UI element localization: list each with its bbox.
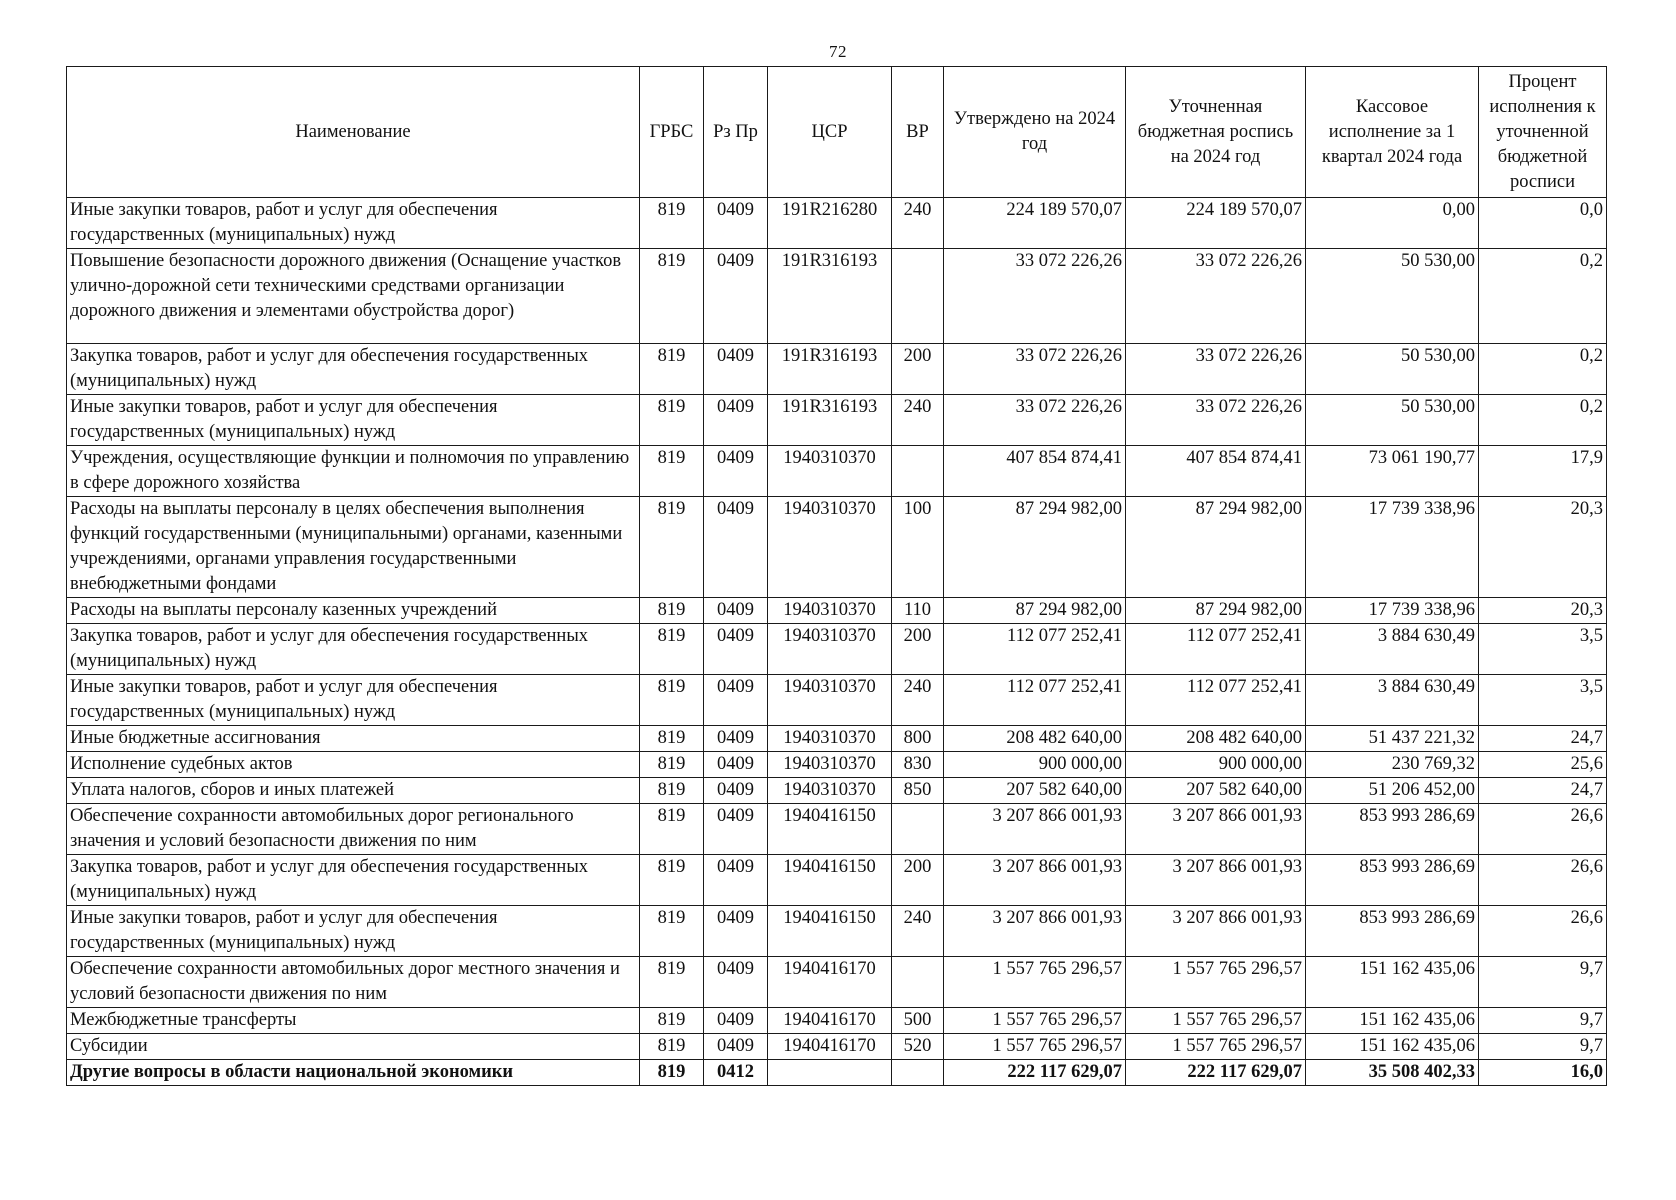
table-row: [67, 395, 1607, 446]
cell-percent: 9,7: [1479, 1034, 1607, 1060]
cell-vr: 240: [892, 675, 944, 726]
cell-vr: 800: [892, 726, 944, 752]
table-row: [67, 1060, 1607, 1086]
cell-csr: 1940310370: [768, 624, 892, 675]
cell-approved: 207 582 640,00: [944, 778, 1126, 804]
cell-rzpr: 0409: [704, 624, 768, 675]
cell-cash: 853 993 286,69: [1306, 906, 1479, 957]
header-percent: Процент исполнения к уточненной бюджетной росписи: [1479, 67, 1607, 198]
cell-csr: 191R316193: [768, 249, 892, 344]
cell-percent: 25,6: [1479, 752, 1607, 778]
cell-cash: 3 884 630,49: [1306, 675, 1479, 726]
cell-vr: 200: [892, 624, 944, 675]
cell-vr: 200: [892, 855, 944, 906]
cell-csr: 1940310370: [768, 675, 892, 726]
table-row: [67, 855, 1607, 906]
cell-percent: 26,6: [1479, 855, 1607, 906]
cell-csr: 1940310370: [768, 497, 892, 598]
cell-vr: 830: [892, 752, 944, 778]
cell-cash: 50 530,00: [1306, 344, 1479, 395]
cell-csr: 191R316193: [768, 395, 892, 446]
cell-grbs: 819: [640, 624, 704, 675]
table-row: [67, 198, 1607, 249]
cell-grbs: 819: [640, 726, 704, 752]
table-row: [67, 675, 1607, 726]
cell-percent: 24,7: [1479, 778, 1607, 804]
cell-refined: 222 117 629,07: [1126, 1060, 1306, 1086]
cell-percent: 3,5: [1479, 675, 1607, 726]
cell-name: Закупка товаров, работ и услуг для обеспечения государственных (муниципальных) нужд: [67, 624, 640, 675]
cell-approved: 1 557 765 296,57: [944, 1008, 1126, 1034]
cell-name: Закупка товаров, работ и услуг для обеспечения государственных (муниципальных) нужд: [67, 855, 640, 906]
cell-approved: 1 557 765 296,57: [944, 1034, 1126, 1060]
cell-vr: [892, 446, 944, 497]
cell-percent: 9,7: [1479, 1008, 1607, 1034]
table-body: [67, 198, 1607, 1086]
cell-vr: 500: [892, 1008, 944, 1034]
cell-vr: 850: [892, 778, 944, 804]
cell-vr: [892, 957, 944, 1008]
cell-vr: 100: [892, 497, 944, 598]
cell-refined: 224 189 570,07: [1126, 198, 1306, 249]
cell-cash: 3 884 630,49: [1306, 624, 1479, 675]
cell-grbs: 819: [640, 804, 704, 855]
cell-rzpr: 0409: [704, 855, 768, 906]
table-row: [67, 906, 1607, 957]
cell-name: Иные закупки товаров, работ и услуг для обеспечения государственных (муниципальных) нужд: [67, 906, 640, 957]
cell-name: Субсидии: [67, 1034, 640, 1060]
cell-rzpr: 0412: [704, 1060, 768, 1086]
cell-name: Иные закупки товаров, работ и услуг для обеспечения государственных (муниципальных) нужд: [67, 675, 640, 726]
table-row: [67, 957, 1607, 1008]
cell-refined: 407 854 874,41: [1126, 446, 1306, 497]
cell-approved: 33 072 226,26: [944, 249, 1126, 344]
cell-rzpr: 0409: [704, 804, 768, 855]
cell-percent: 0,2: [1479, 395, 1607, 446]
cell-refined: 112 077 252,41: [1126, 675, 1306, 726]
cell-percent: 0,2: [1479, 249, 1607, 344]
cell-cash: 853 993 286,69: [1306, 855, 1479, 906]
cell-rzpr: 0409: [704, 249, 768, 344]
cell-approved: 407 854 874,41: [944, 446, 1126, 497]
table-row: [67, 497, 1607, 598]
cell-cash: 51 206 452,00: [1306, 778, 1479, 804]
cell-percent: 0,2: [1479, 344, 1607, 395]
cell-grbs: 819: [640, 198, 704, 249]
cell-name: Иные закупки товаров, работ и услуг для обеспечения государственных (муниципальных) нужд: [67, 395, 640, 446]
cell-percent: 26,6: [1479, 906, 1607, 957]
cell-percent: 20,3: [1479, 598, 1607, 624]
cell-grbs: 819: [640, 906, 704, 957]
cell-approved: 87 294 982,00: [944, 497, 1126, 598]
table-row: [67, 446, 1607, 497]
cell-name: Межбюджетные трансферты: [67, 1008, 640, 1034]
cell-name: Закупка товаров, работ и услуг для обеспечения государственных (муниципальных) нужд: [67, 344, 640, 395]
cell-rzpr: 0409: [704, 906, 768, 957]
cell-name: Иные бюджетные ассигнования: [67, 726, 640, 752]
cell-cash: 0,00: [1306, 198, 1479, 249]
cell-csr: 1940416170: [768, 1034, 892, 1060]
cell-cash: 17 739 338,96: [1306, 497, 1479, 598]
cell-percent: 17,9: [1479, 446, 1607, 497]
table-row: [67, 778, 1607, 804]
cell-rzpr: 0409: [704, 395, 768, 446]
cell-cash: 51 437 221,32: [1306, 726, 1479, 752]
cell-grbs: 819: [640, 344, 704, 395]
cell-vr: 240: [892, 906, 944, 957]
cell-rzpr: 0409: [704, 675, 768, 726]
cell-vr: [892, 249, 944, 344]
budget-execution-table: [66, 66, 1607, 1086]
table-row: [67, 1034, 1607, 1060]
cell-grbs: 819: [640, 1060, 704, 1086]
cell-name: Уплата налогов, сборов и иных платежей: [67, 778, 640, 804]
cell-rzpr: 0409: [704, 1034, 768, 1060]
cell-refined: 900 000,00: [1126, 752, 1306, 778]
cell-grbs: 819: [640, 497, 704, 598]
header-refined: Уточненная бюджетная роспись на 2024 год: [1126, 67, 1306, 198]
cell-refined: 33 072 226,26: [1126, 344, 1306, 395]
cell-rzpr: 0409: [704, 957, 768, 1008]
cell-name: Иные закупки товаров, работ и услуг для обеспечения государственных (муниципальных) нужд: [67, 198, 640, 249]
cell-refined: 3 207 866 001,93: [1126, 906, 1306, 957]
cell-approved: 224 189 570,07: [944, 198, 1126, 249]
cell-approved: 222 117 629,07: [944, 1060, 1126, 1086]
cell-grbs: 819: [640, 1034, 704, 1060]
cell-rzpr: 0409: [704, 497, 768, 598]
cell-grbs: 819: [640, 249, 704, 344]
cell-vr: 200: [892, 344, 944, 395]
header-approved: Утверждено на 2024 год: [944, 67, 1126, 198]
cell-rzpr: 0409: [704, 446, 768, 497]
cell-cash: 853 993 286,69: [1306, 804, 1479, 855]
cell-csr: 1940416150: [768, 906, 892, 957]
cell-csr: 1940416170: [768, 1008, 892, 1034]
cell-cash: 50 530,00: [1306, 395, 1479, 446]
cell-approved: 3 207 866 001,93: [944, 855, 1126, 906]
header-name: Наименование: [67, 67, 640, 198]
cell-rzpr: 0409: [704, 344, 768, 395]
table-row: [67, 249, 1607, 344]
cell-rzpr: 0409: [704, 198, 768, 249]
cell-refined: 33 072 226,26: [1126, 249, 1306, 344]
cell-refined: 87 294 982,00: [1126, 598, 1306, 624]
cell-cash: 35 508 402,33: [1306, 1060, 1479, 1086]
header-vr: ВР: [892, 67, 944, 198]
cell-csr: 1940310370: [768, 726, 892, 752]
cell-grbs: 819: [640, 395, 704, 446]
cell-cash: 151 162 435,06: [1306, 1008, 1479, 1034]
cell-refined: 33 072 226,26: [1126, 395, 1306, 446]
cell-approved: 87 294 982,00: [944, 598, 1126, 624]
cell-approved: 208 482 640,00: [944, 726, 1126, 752]
header-rzpr: Рз Пр: [704, 67, 768, 198]
cell-csr: 1940416150: [768, 804, 892, 855]
cell-refined: 208 482 640,00: [1126, 726, 1306, 752]
cell-grbs: 819: [640, 752, 704, 778]
header-grbs: ГРБС: [640, 67, 704, 198]
cell-csr: 1940310370: [768, 598, 892, 624]
header-csr: ЦСР: [768, 67, 892, 198]
cell-grbs: 819: [640, 675, 704, 726]
cell-rzpr: 0409: [704, 1008, 768, 1034]
cell-vr: [892, 1060, 944, 1086]
cell-cash: 151 162 435,06: [1306, 957, 1479, 1008]
cell-approved: 900 000,00: [944, 752, 1126, 778]
cell-cash: 151 162 435,06: [1306, 1034, 1479, 1060]
cell-rzpr: 0409: [704, 598, 768, 624]
cell-refined: 3 207 866 001,93: [1126, 855, 1306, 906]
cell-percent: 26,6: [1479, 804, 1607, 855]
cell-csr: 1940310370: [768, 778, 892, 804]
cell-percent: 3,5: [1479, 624, 1607, 675]
cell-grbs: 819: [640, 446, 704, 497]
page-number: 72: [829, 42, 847, 61]
cell-cash: 73 061 190,77: [1306, 446, 1479, 497]
cell-name: Исполнение судебных актов: [67, 752, 640, 778]
cell-name: Учреждения, осуществляющие функции и полномочия по управлению в сфере дорожного хозяйства: [67, 446, 640, 497]
cell-percent: 24,7: [1479, 726, 1607, 752]
cell-rzpr: 0409: [704, 726, 768, 752]
cell-name: Обеспечение сохранности автомобильных дорог местного значения и условий безопасности движения по ним: [67, 957, 640, 1008]
cell-cash: 230 769,32: [1306, 752, 1479, 778]
cell-approved: 112 077 252,41: [944, 675, 1126, 726]
cell-name: Расходы на выплаты персоналу в целях обеспечения выполнения функций государственными (муниципальными) органами, казенными учреждениями, органами управления государственными внебюджетными фондами: [67, 497, 640, 598]
cell-csr: 191R216280: [768, 198, 892, 249]
cell-approved: 33 072 226,26: [944, 344, 1126, 395]
cell-vr: [892, 804, 944, 855]
cell-refined: 3 207 866 001,93: [1126, 804, 1306, 855]
cell-percent: 9,7: [1479, 957, 1607, 1008]
cell-refined: 1 557 765 296,57: [1126, 1008, 1306, 1034]
cell-refined: 87 294 982,00: [1126, 497, 1306, 598]
cell-refined: 112 077 252,41: [1126, 624, 1306, 675]
table-row: [67, 598, 1607, 624]
cell-approved: 3 207 866 001,93: [944, 804, 1126, 855]
cell-percent: 0,0: [1479, 198, 1607, 249]
cell-vr: 240: [892, 198, 944, 249]
cell-percent: 16,0: [1479, 1060, 1607, 1086]
cell-csr: 1940416150: [768, 855, 892, 906]
cell-csr: [768, 1060, 892, 1086]
cell-percent: 20,3: [1479, 497, 1607, 598]
table-row: [67, 1008, 1607, 1034]
cell-grbs: 819: [640, 1008, 704, 1034]
cell-vr: 110: [892, 598, 944, 624]
cell-approved: 3 207 866 001,93: [944, 906, 1126, 957]
cell-csr: 1940416170: [768, 957, 892, 1008]
cell-approved: 112 077 252,41: [944, 624, 1126, 675]
table-row: [67, 726, 1607, 752]
cell-csr: 1940310370: [768, 752, 892, 778]
table-row: [67, 344, 1607, 395]
header-row: [67, 67, 1607, 198]
cell-name: Повышение безопасности дорожного движения (Оснащение участков улично-дорожной сети техническими средствами организации дорожного движения и элементами обустройства дорог): [67, 249, 640, 344]
table-row: [67, 752, 1607, 778]
cell-rzpr: 0409: [704, 778, 768, 804]
cell-approved: 1 557 765 296,57: [944, 957, 1126, 1008]
cell-refined: 207 582 640,00: [1126, 778, 1306, 804]
cell-name: Обеспечение сохранности автомобильных дорог регионального значения и условий безопасности движения по ним: [67, 804, 640, 855]
cell-cash: 50 530,00: [1306, 249, 1479, 344]
cell-refined: 1 557 765 296,57: [1126, 957, 1306, 1008]
cell-vr: 240: [892, 395, 944, 446]
cell-grbs: 819: [640, 957, 704, 1008]
table-row: [67, 804, 1607, 855]
table-row: [67, 624, 1607, 675]
header-cash: Кассовое исполнение за 1 квартал 2024 года: [1306, 67, 1479, 198]
cell-grbs: 819: [640, 855, 704, 906]
cell-approved: 33 072 226,26: [944, 395, 1126, 446]
cell-csr: 1940310370: [768, 446, 892, 497]
cell-vr: 520: [892, 1034, 944, 1060]
cell-grbs: 819: [640, 598, 704, 624]
cell-name: Другие вопросы в области национальной экономики: [67, 1060, 640, 1086]
cell-rzpr: 0409: [704, 752, 768, 778]
cell-csr: 191R316193: [768, 344, 892, 395]
cell-cash: 17 739 338,96: [1306, 598, 1479, 624]
cell-name: Расходы на выплаты персоналу казенных учреждений: [67, 598, 640, 624]
cell-refined: 1 557 765 296,57: [1126, 1034, 1306, 1060]
cell-grbs: 819: [640, 778, 704, 804]
